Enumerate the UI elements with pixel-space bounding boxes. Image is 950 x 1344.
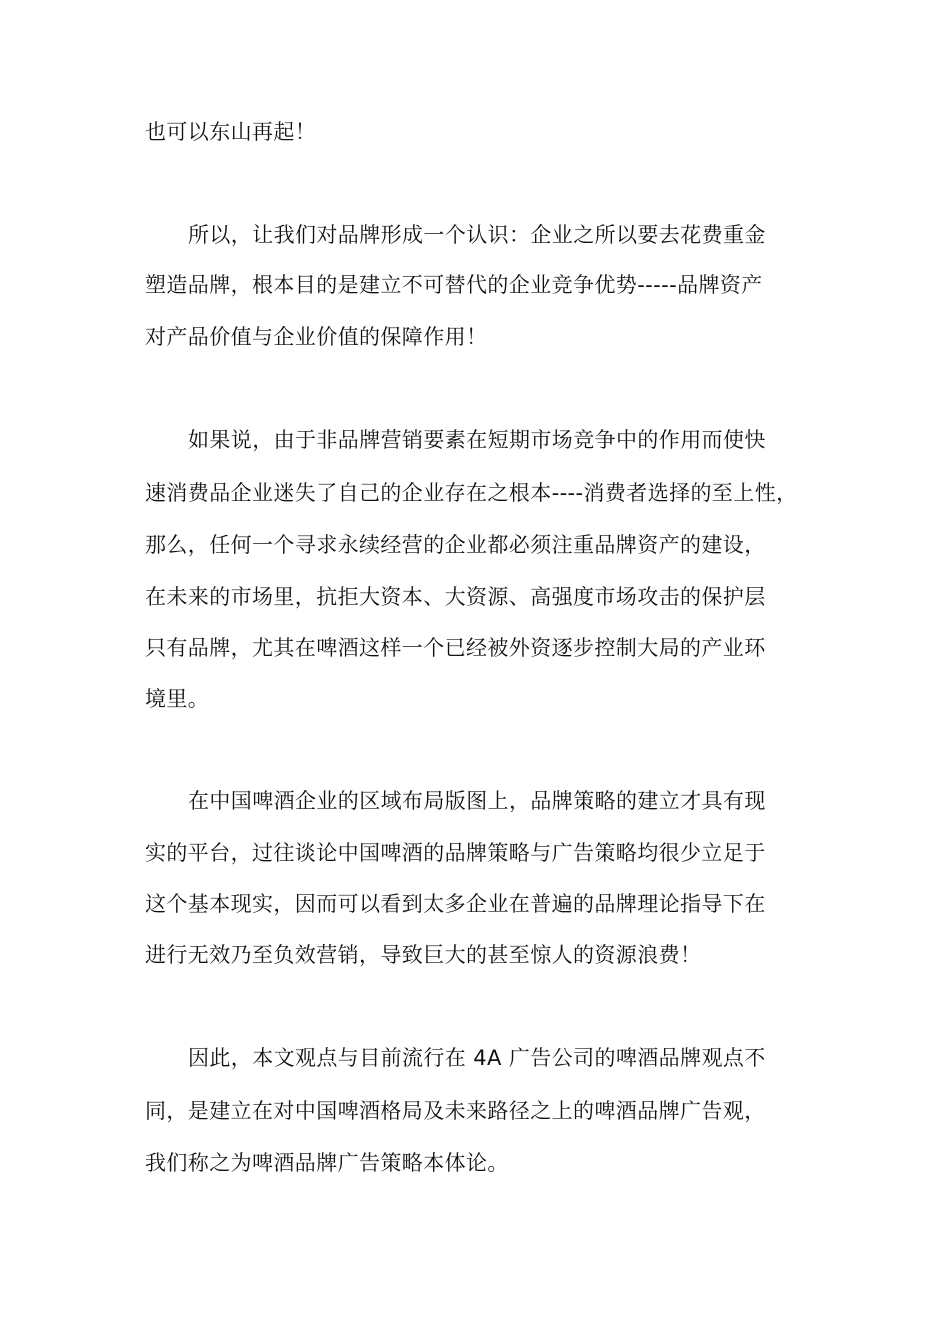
- text-line: 速消费品企业迷失了自己的企业存在之根本----消费者选择的至上性，: [145, 481, 798, 505]
- text-line: 只有品牌，尤其在啤酒这样一个已经被外资逐步控制大局的产业环: [145, 636, 766, 660]
- text-line: 进行无效乃至负效营销，导致巨大的甚至惊人的资源浪费！: [145, 943, 702, 967]
- paragraph-first-line: 所以，让我们对品牌形成一个认识：企业之所以要去花费重金: [188, 223, 766, 247]
- text-line: 塑造品牌，根本目的是建立不可替代的企业竞争优势-----品牌资产: [145, 273, 763, 297]
- text-line: 同，是建立在对中国啤酒格局及未来路径之上的啤酒品牌广告观，: [145, 1099, 766, 1123]
- paragraph-first-line: 在中国啤酒企业的区域布局版图上，品牌策略的建立才具有现: [188, 789, 766, 813]
- paragraph-first-line: 如果说，由于非品牌营销要素在短期市场竞争中的作用而使快: [188, 428, 766, 452]
- text-line: 那么，任何一个寻求永续经营的企业都必须注重品牌资产的建设，: [145, 533, 766, 557]
- text-line: 境里。: [145, 687, 210, 711]
- text-line: 在未来的市场里，抗拒大资本、大资源、高强度市场攻击的保护层: [145, 585, 766, 609]
- text-line: 对产品价值与企业价值的保障作用！: [145, 325, 488, 349]
- text-line: 也可以东山再起！: [145, 120, 317, 144]
- text-line: 实的平台，过往谈论中国啤酒的品牌策略与广告策略均很少立足于: [145, 841, 766, 865]
- paragraph-first-line: 因此，本文观点与目前流行在 4A 广告公司的啤酒品牌观点不: [188, 1046, 766, 1070]
- text-line: 这个基本现实，因而可以看到太多企业在普遍的品牌理论指导下在: [145, 892, 766, 916]
- text-line: 我们称之为啤酒品牌广告策略本体论。: [145, 1151, 509, 1175]
